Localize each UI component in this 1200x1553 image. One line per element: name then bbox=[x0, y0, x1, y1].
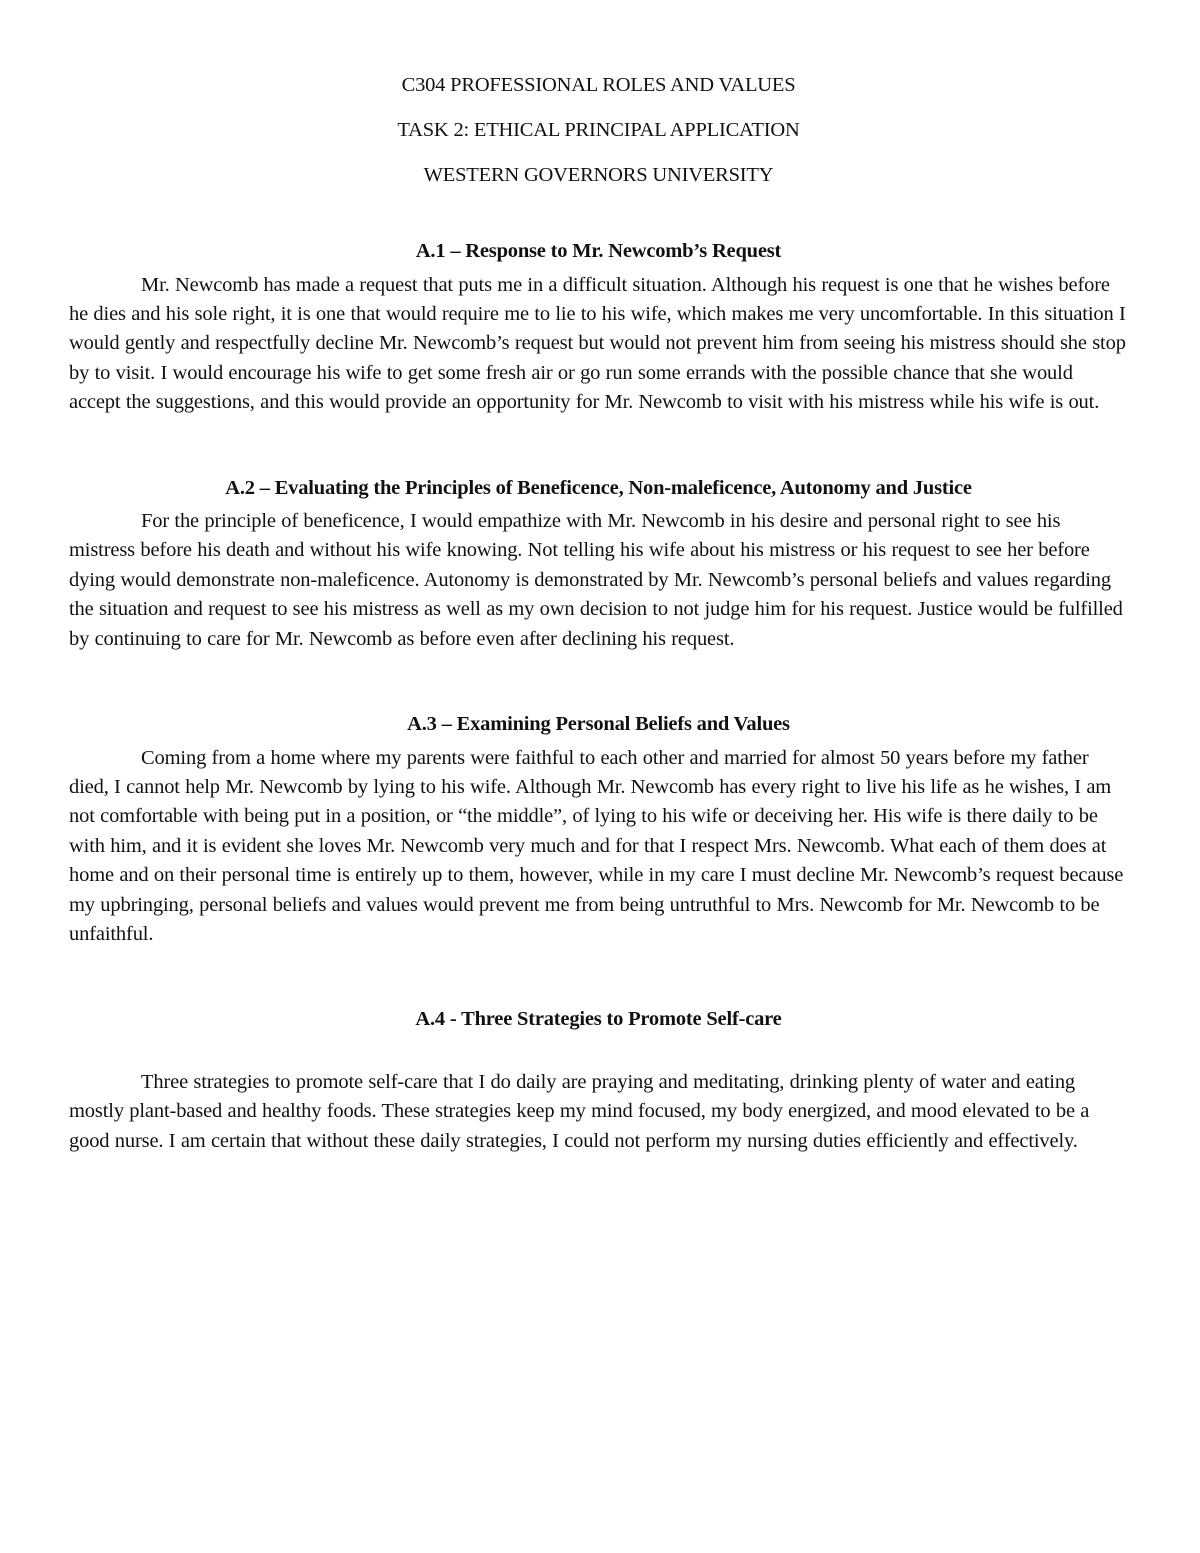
section-a3 bbox=[69, 710, 1128, 949]
section-a2 bbox=[69, 474, 1128, 654]
university-name: WESTERN GOVERNORS UNIVERSITY bbox=[423, 163, 774, 186]
section-a1 bbox=[69, 237, 1128, 417]
course-title: C304 PROFESSIONAL ROLES AND VALUES bbox=[401, 74, 796, 96]
section-paragraph: Mr. Newcomb has made a request that puts me in a difficult situation. Although his request is one that he wishes before he dies and his sole right, it is one that would require me to lie to his wife, which makes me very uncomfortable. In this situation I would gently and respectfully decline Mr. Newcomb’s request but would not prevent him from seeing his mistress should she stop by to visit. I would encourage his wife to get some fresh air or go run some errands with the possible chance that she would accept the suggestions, and this would provide an opportunity for Mr. Newcomb to visit with his mistress while his wife is out. bbox=[69, 273, 1126, 414]
section-paragraph: Coming from a home where my parents were faithful to each other and married for almost 50 years before my father died, I cannot help Mr. Newcomb by lying to his wife. Although Mr. Newcomb has every right to live his life as he wishes, I am not comfortable with being put in a position, or “the middle”, of lying to his wife or deceiving her. His wife is there daily to be with him, and it is evident she loves Mr. Newcomb very much and for that I respect Mrs. Newcomb. What each of them does at home and on their personal time is entirely up to them, however, while in my care I must decline Mr. Newcomb’s request because my upbringing, personal beliefs and values would prevent me from being untruthful to Mrs. Newcomb for Mr. Newcomb to be unfaithful. bbox=[69, 746, 1124, 945]
task-title: TASK 2: ETHICAL PRINCIPAL APPLICATION bbox=[397, 118, 800, 141]
section-a4 bbox=[69, 1005, 1128, 1156]
document-header bbox=[69, 71, 1128, 190]
section-paragraph: For the principle of beneficence, I would empathize with Mr. Newcomb in his desire and personal right to see his mistress before his death and without his wife knowing. Not telling his wife about his mistress or his request to see her before dying would demonstrate non-maleficence. Autonomy is demonstrated by Mr. Newcomb’s personal beliefs and values regarding the situation and request to see his mistress as well as my own decision to not judge him for his request. Justice would be fulfilled by continuing to care for Mr. Newcomb as before even after declining his request. bbox=[69, 510, 1123, 650]
section-heading: A.1 – Response to Mr. Newcomb’s Request bbox=[415, 240, 782, 263]
section-heading: A.2 – Evaluating the Principles of Beneficence, Non-maleficence, Autonomy and Justice bbox=[225, 476, 972, 499]
section-heading: A.3 – Examining Personal Beliefs and Values bbox=[407, 713, 790, 736]
section-heading: A.4 - Three Strategies to Promote Self-care bbox=[415, 1008, 782, 1031]
section-paragraph: Three strategies to promote self-care that I do daily are praying and meditating, drinking plenty of water and eating mostly plant-based and healthy foods. These strategies keep my mind focused, my body energized, and mood elevated to be a good nurse. I am certain that without these daily strategies, I could not perform my nursing duties efficiently and effectively. bbox=[69, 1070, 1090, 1152]
